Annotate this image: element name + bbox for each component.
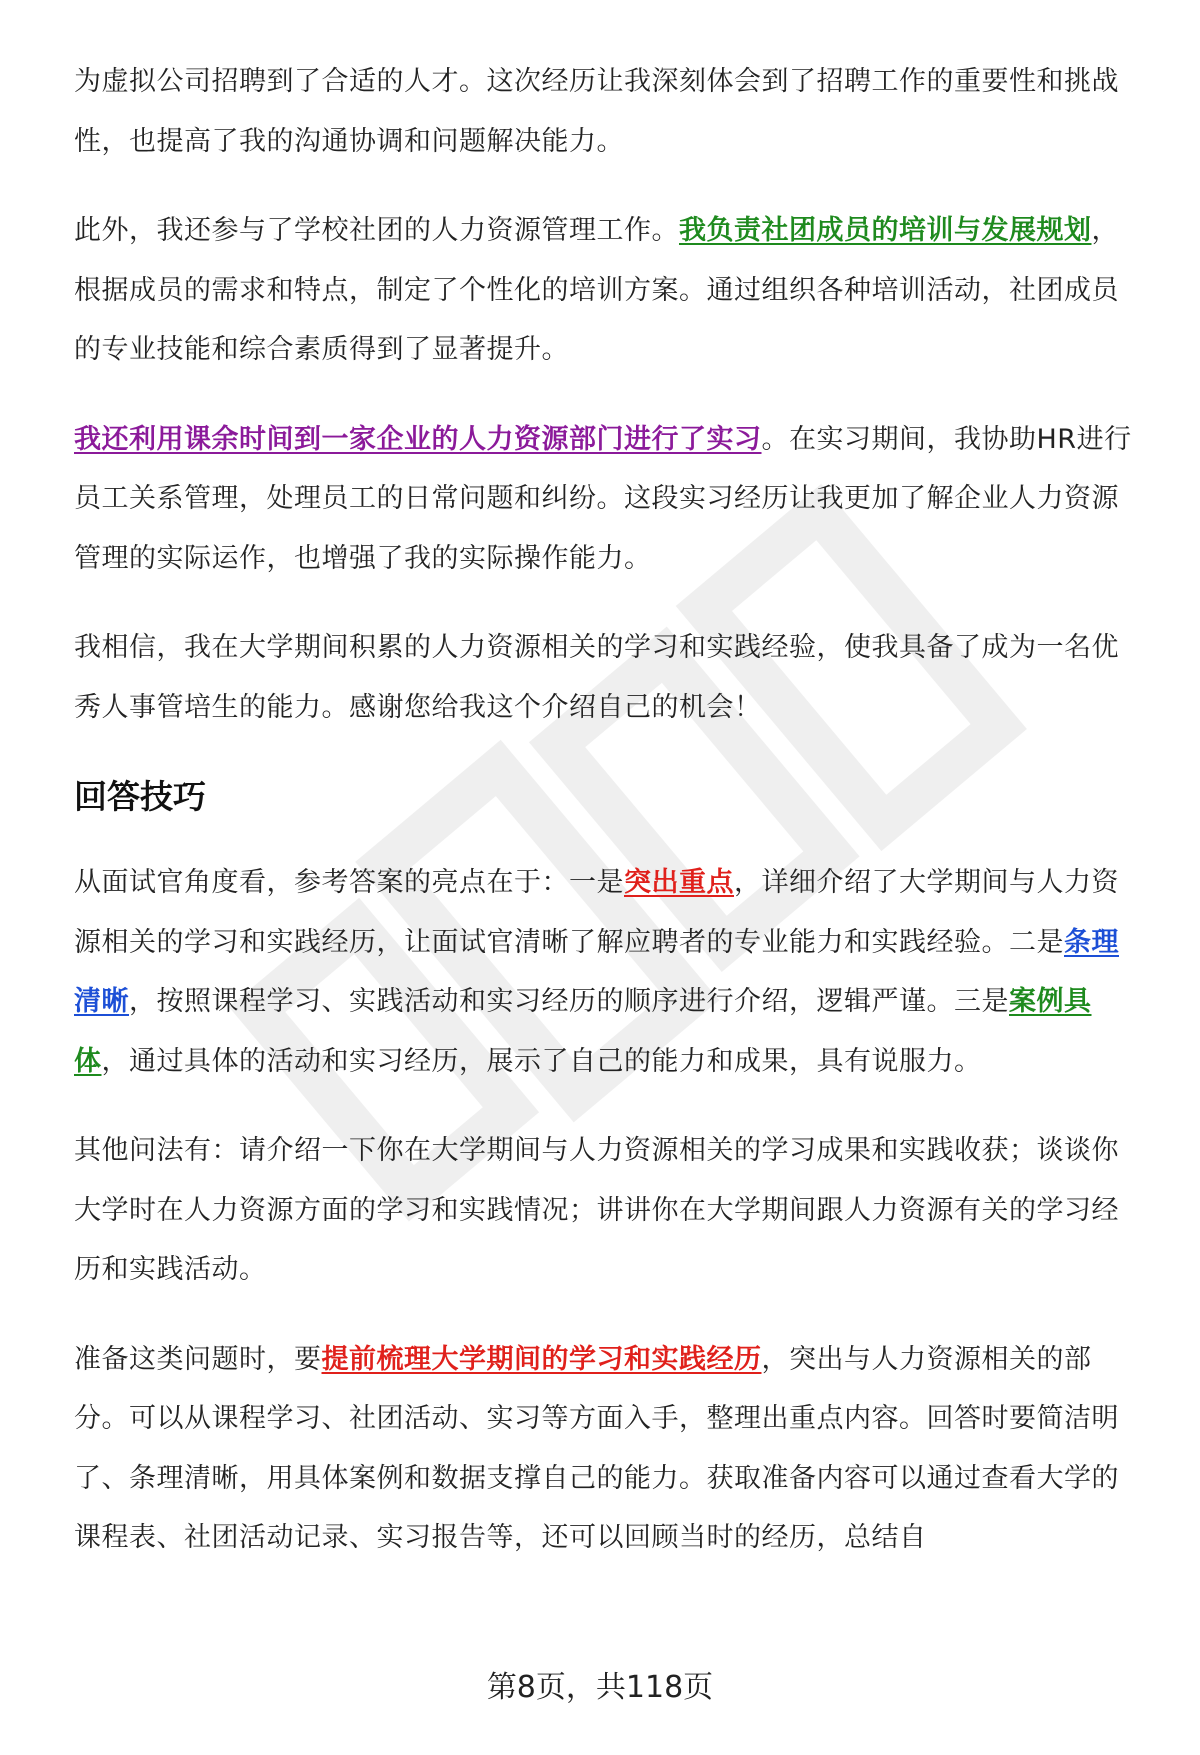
document-body [74, 52, 1144, 1598]
paragraph-club-hr [74, 201, 1144, 380]
highlight-training-plan: 我负责社团成员的培训与发展规划 [679, 215, 1092, 246]
paragraph-text: ，详细介绍了大学期间与人力资源相关的学习和实践经历，让面试官清晰了解应聘者的专业能力和实践经验。二是 [74, 867, 1119, 958]
paragraph-text: 其他问法有：请介绍一下你在大学期间与人力资源相关的学习成果和实践收获；谈谈你大学时在人力资源方面的学习和实践情况；讲讲你在大学期间跟人力资源有关的学习经历和实践活动。 [74, 1135, 1119, 1285]
paragraph-text: ，通过具体的活动和实习经历，展示了自己的能力和成果，具有说服力。 [101, 1045, 982, 1077]
paragraph-highlights [74, 853, 1144, 1091]
paragraph-conclusion [74, 618, 1144, 737]
highlight-prepare-experience: 提前梳理大学期间的学习和实践经历 [321, 1343, 762, 1375]
paragraph-text: ，突出与人力资源相关的部分。可以从课程学习、社团活动、实习等方面入手，整理出重点内容。回答时要简洁明了、条理清晰，用具体案例和数据支撑自己的能力。获取准备内容可以通过查看大学的课程表、社团活动记录、实习报告等，还可以回顾当时的经历，总结自 [74, 1343, 1119, 1553]
paragraph-text: 准备这类问题时，要 [74, 1343, 322, 1375]
paragraph-internship [74, 410, 1144, 589]
paragraph-text: 。在实习期间，我协助HR进行员工关系管理，处理员工的日常问题和纠纷。这段实习经历让我更加了解企业人力资源管理的实际运作，也增强了我的实际操作能力。 [74, 423, 1132, 574]
paragraph-text: 此外，我还参与了学校社团的人力资源管理工作。 [74, 215, 679, 246]
paragraph-recruitment [74, 52, 1144, 171]
highlight-concrete-cases: 案例具体 [74, 986, 1092, 1077]
page-number: 第8页，共118页 [486, 1670, 714, 1705]
paragraph-text: ，根据成员的需求和特点，制定了个性化的培训方案。通过组织各种培训活动，社团成员的专业技能和综合素质得到了显著提升。 [74, 215, 1119, 365]
section-heading: 回答技巧 [74, 777, 206, 816]
paragraph-text: ，按照课程学习、实践活动和实习经历的顺序进行介绍，逻辑严谨。三是 [129, 986, 1009, 1017]
paragraph-text: 从面试官角度看，参考答案的亮点在于：一是 [74, 867, 624, 898]
highlight-internship: 我还利用课余时间到一家企业的人力资源部门进行了实习 [74, 423, 762, 455]
paragraph-other-questions [74, 1121, 1144, 1300]
paragraph-text: 为虚拟公司招聘到了合适的人才。这次经历让我深刻体会到了招聘工作的重要性和挑战性，也提高了我的沟通协调和问题解决能力。 [74, 66, 1119, 157]
highlight-key-points: 突出重点 [624, 867, 734, 898]
highlight-clear-structure: 条理清晰 [74, 926, 1119, 1017]
paragraph-text: 我相信，我在大学期间积累的人力资源相关的学习和实践经验，使我具备了成为一名优秀人事管培生的能力。感谢您给我这个介绍自己的机会！ [74, 632, 1119, 723]
paragraph-preparation [74, 1330, 1144, 1568]
